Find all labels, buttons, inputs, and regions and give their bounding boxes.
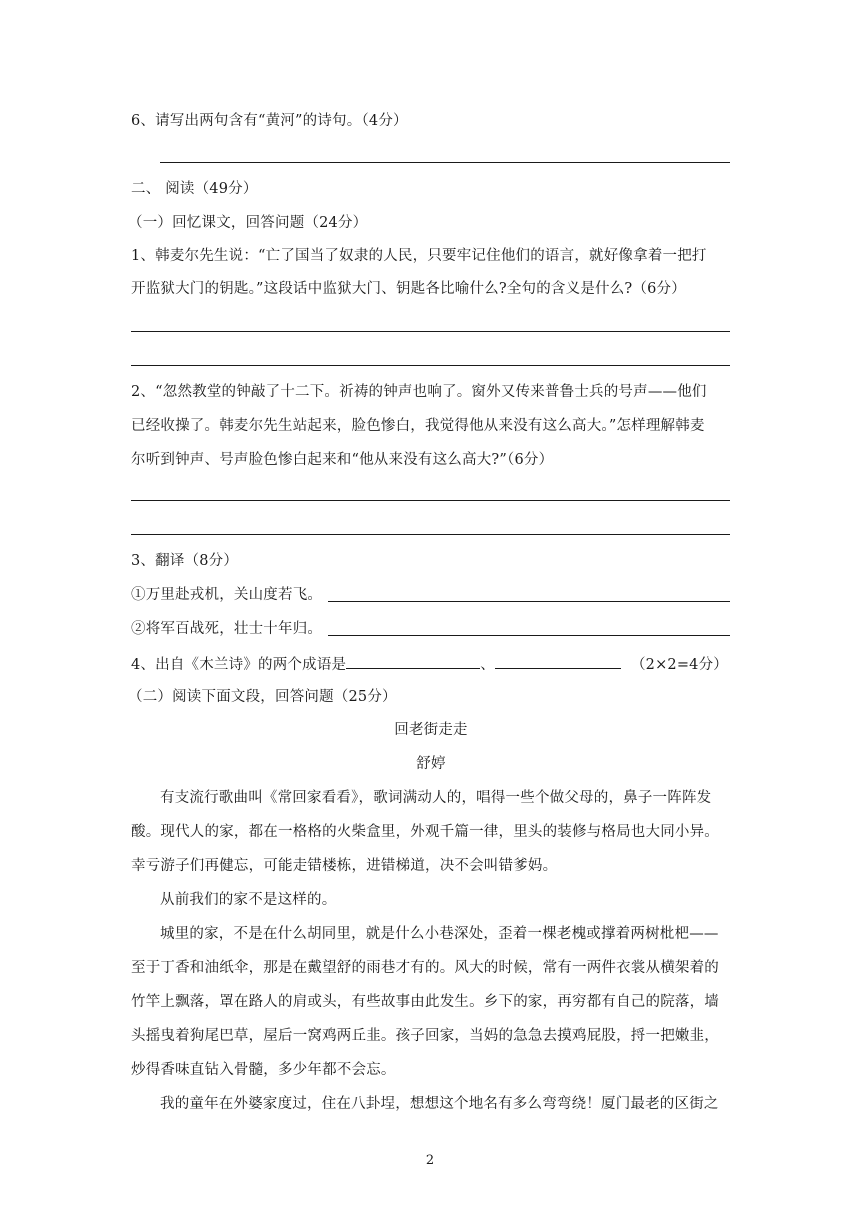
answer-blank	[346, 653, 480, 669]
paragraph-line: 我的童年在外婆家度过，住在八卦埕，想想这个地名有多么弯弯绕！厦门最老的区街之	[160, 1096, 719, 1112]
answer-blank	[495, 653, 621, 669]
paragraph-line: 有支流行歌曲叫《常回家看看》，歌词满动人的，唱得一些个做父母的，鼻子一阵阵发	[160, 790, 712, 806]
translation-item: ①万里赴戎机，关山度若飞。	[131, 587, 323, 603]
question-4-separator: 、	[480, 657, 495, 673]
article-title: 回老街走走	[394, 722, 468, 738]
paragraph-line: 头摇曳着狗尾巴草，屋后一窝鸡两丘韭。孩子回家，当妈的急急去摸鸡屁股，捋一把嫩韭，	[131, 1028, 719, 1044]
answer-line	[328, 635, 730, 636]
paragraph-line: 炒得香味直钻入骨髓，多少年都不会忘。	[131, 1062, 396, 1078]
answer-line	[131, 500, 730, 501]
question-3: 3、翻译（8分）	[131, 553, 239, 569]
part-heading: （二）阅读下面文段，回答问题（25分）	[128, 689, 397, 705]
answer-line	[328, 601, 730, 602]
question-2-line: 2、“忽然教堂的钟敲了十二下。祈祷的钟声也响了。窗外又传来普鲁士兵的号声——他们	[131, 384, 707, 400]
answer-line	[131, 331, 730, 332]
answer-line	[131, 534, 730, 535]
paragraph-line: 酸。现代人的家，都在一格格的火柴盒里，外观千篇一律，里头的装修与格局也大同小异。	[131, 824, 719, 840]
paragraph-line: 从前我们的家不是这样的。	[160, 892, 337, 908]
part-heading: （一）回忆课文，回答问题（24分）	[128, 215, 368, 231]
question-2-line: 已经收操了。韩麦尔先生站起来，脸色惨白，我觉得他从来没有这么高大。”怎样理解韩麦	[131, 418, 705, 434]
answer-line	[160, 162, 730, 163]
question-1-line: 开监狱大门的钥匙。”这段话中监狱大门、钥匙各比喻什么?全句的含义是什么?（6分）	[131, 281, 686, 297]
question-6: 6、请写出两句含有“黄河”的诗句。（4分）	[131, 113, 408, 129]
question-1-line: 1、韩麦尔先生说：“亡了国当了奴隶的人民，只要牢记住他们的语言，就好像拿着一把打	[131, 248, 707, 264]
article-author: 舒婷	[416, 756, 446, 772]
section-heading: 二、 阅读（49分）	[131, 181, 258, 197]
answer-line	[131, 365, 730, 366]
question-4-points: （2×2=4分）	[630, 657, 729, 673]
question-4	[131, 653, 731, 675]
question-4-prefix: 4、出自《木兰诗》的两个成语是	[131, 657, 347, 673]
paragraph-line: 竹竿上飘落，罩在路人的肩或头，有些故事由此发生。乡下的家，再穷都有自己的院落，墙	[131, 994, 719, 1010]
paragraph-line: 幸亏游子们再健忘，可能走错楼栋，进错梯道，决不会叫错爹妈。	[131, 858, 558, 874]
paragraph-line: 至于丁香和油纸伞，那是在戴望舒的雨巷才有的。风大的时候，常有一两件衣裳从横架着的	[131, 960, 719, 976]
paragraph-line: 城里的家，不是在什么胡同里，就是什么小巷深处，歪着一棵老槐或撑着两树枇杷——	[160, 926, 719, 942]
translation-item: ②将军百战死，壮士十年归。	[131, 621, 323, 637]
page-number: 2	[425, 1153, 435, 1168]
question-2-line: 尔听到钟声、号声脸色惨白起来和“他从来没有这么高大?”（6分）	[131, 452, 554, 468]
